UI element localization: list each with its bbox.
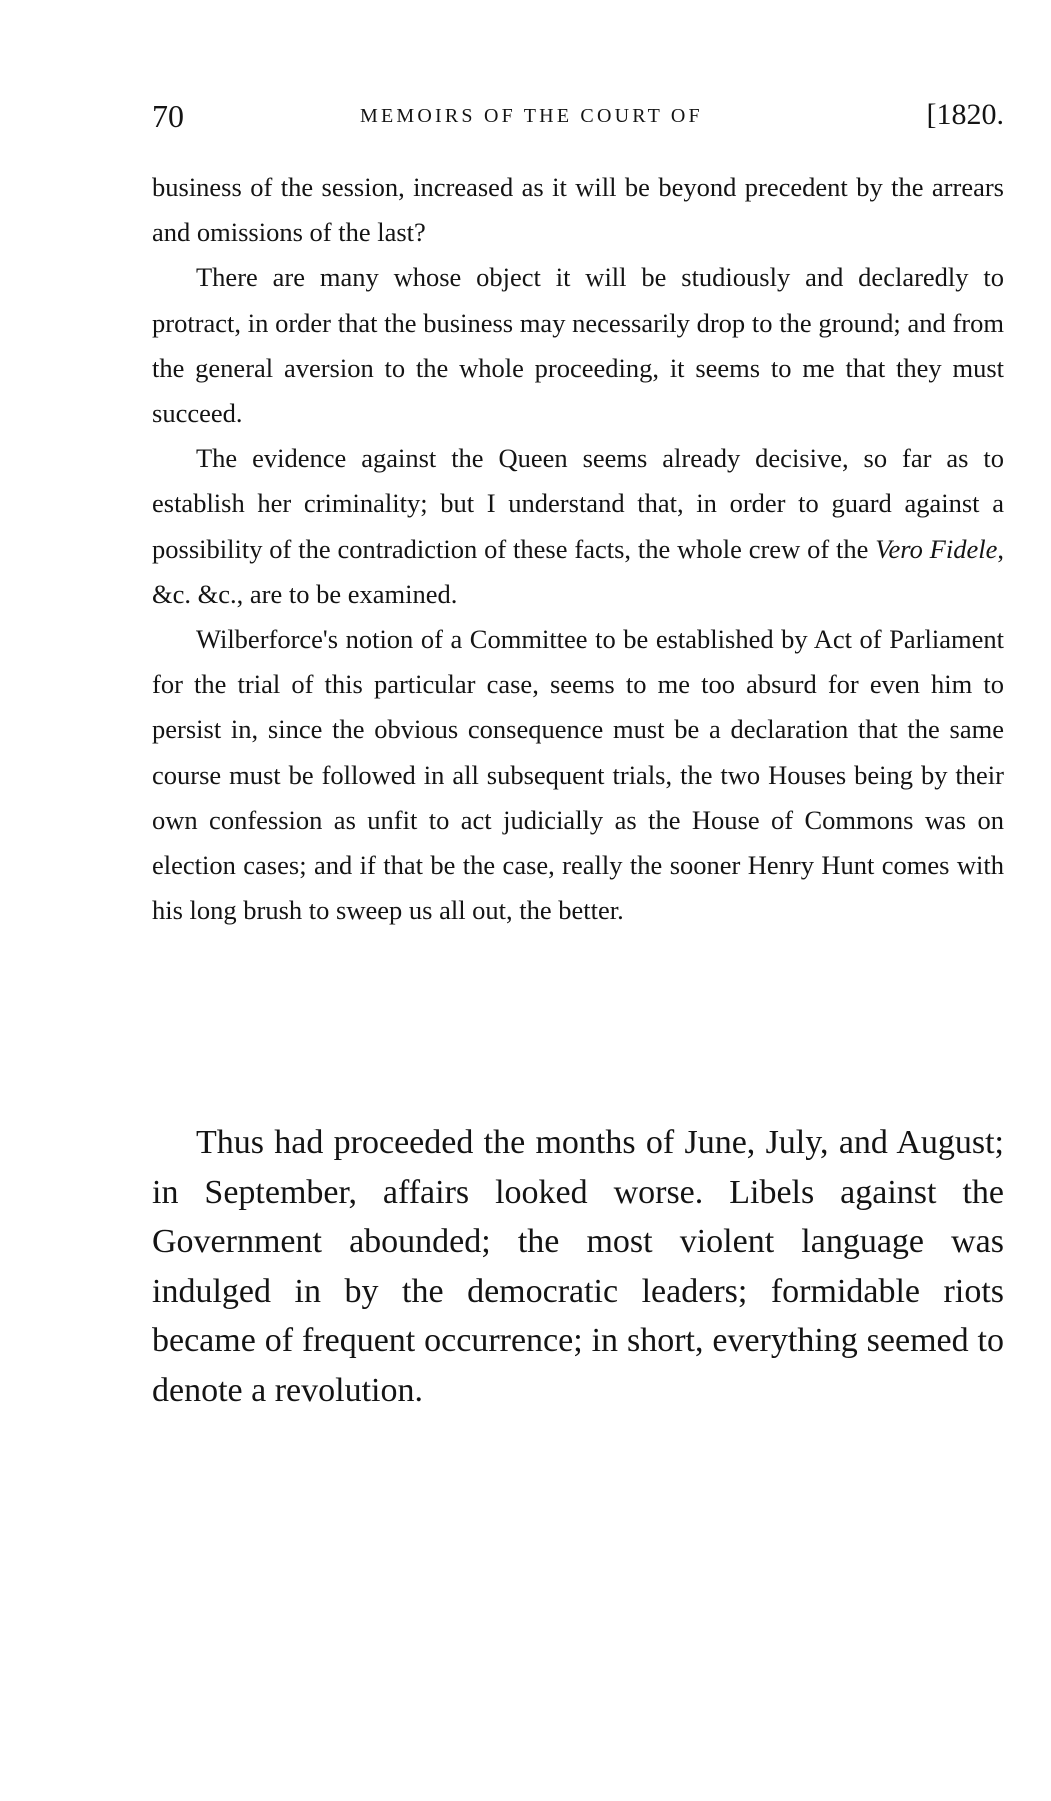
letter-excerpt xyxy=(152,165,1004,933)
letter-paragraph-3-text-start: The evidence against the Queen seems already decisive, so far as to establish her criminality; but I understand that, in order to guard against a possibility of the contradiction of these facts, the whole crew of the xyxy=(152,443,1004,564)
ship-name: Vero Fidele xyxy=(875,533,998,564)
letter-paragraph-3 xyxy=(152,436,1004,617)
letter-paragraph-3-text-end: , &c. &c., are to be examined. xyxy=(152,533,1004,609)
running-head xyxy=(152,98,1004,138)
narrative-text xyxy=(152,1118,1004,1415)
running-title: MEMOIRS OF THE COURT OF xyxy=(360,105,703,127)
letter-paragraph-1: business of the session, increased as it will be beyond precedent by the arrears and omissions of the last? xyxy=(152,172,1004,248)
letter-paragraph-2: There are many whose object it will be studiously and declaredly to protract, in order that the business may necessarily drop to the ground; and from the general aversion to the whole proceeding, it seems to me that they must succeed. xyxy=(152,262,1004,429)
narrative-paragraph-1: Thus had proceeded the months of June, July, and August; in September, affairs looked worse. Libels against the Government abounded; the most violent language was indulged in by the democratic leaders; formidable riots became of frequent occurrence; in short, everything seemed to denote a revolution. xyxy=(152,1124,1004,1409)
page-number: 70 xyxy=(152,98,184,134)
letter-paragraph-4: Wilberforce's notion of a Committee to be established by Act of Parliament for the trial of this particular case, seems to me too absurd for even him to persist in, since the obvious consequence must be a declaration that the same course must be followed in all subsequent trials, the two Houses being by their own confession as unfit to act judicially as the House of Commons was on election cases; and if that be the case, really the sooner Henry Hunt comes with his long brush to sweep us all out, the better. xyxy=(152,624,1004,926)
running-year: [1820. xyxy=(926,98,1004,131)
